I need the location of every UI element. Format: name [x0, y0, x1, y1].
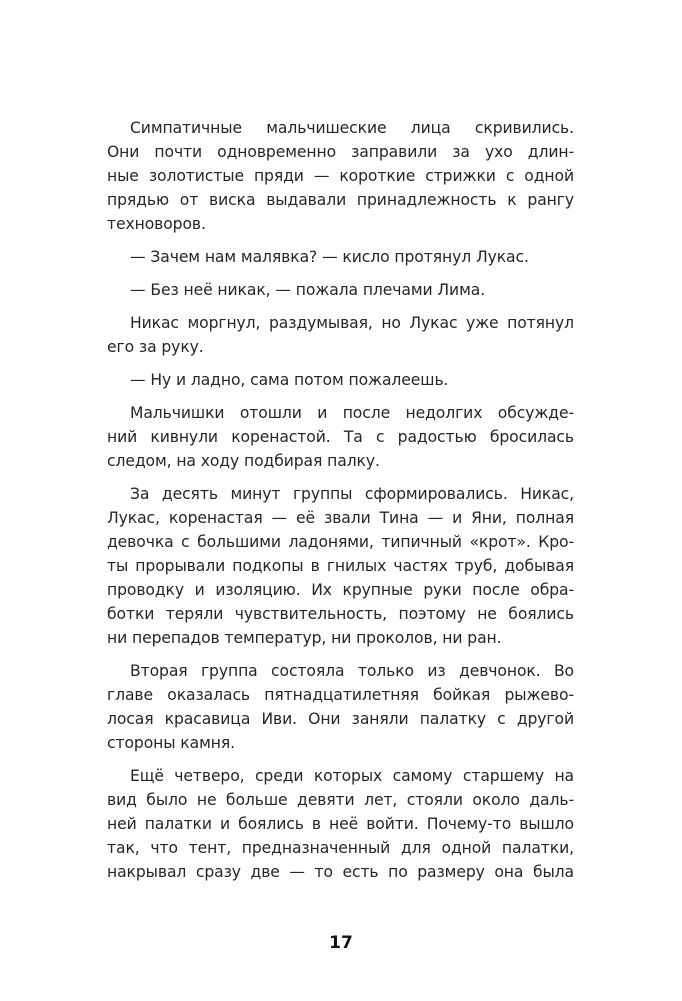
paragraph: [107, 401, 574, 473]
text-line: лосая красавица Иви. Они заняли палатку с другой: [107, 710, 574, 728]
paragraph: [107, 764, 574, 884]
text-line: Ещё четверо, среди которых самому старшему на: [130, 767, 574, 785]
text-line: прядью от виска выдавали принадлежность к рангу: [107, 191, 574, 209]
text-line: девочка с большими ладонями, типичный «крот». Кро-: [107, 533, 574, 551]
paragraph: [107, 368, 574, 392]
book-text: [107, 116, 574, 893]
text-line: — Ну и ладно, сама потом пожалеешь.: [130, 371, 449, 389]
text-line: — Зачем нам малявка? — кисло протянул Лукас.: [130, 248, 529, 266]
text-line: проводку и изоляцию. Их крупные руки после обра-: [107, 581, 574, 599]
text-line: Лукас, коренастая — её звали Тина — и Яни, полная: [107, 509, 574, 527]
paragraph: [107, 311, 574, 359]
text-line: вид было не больше девяти лет, стояли около даль-: [107, 791, 574, 809]
text-line: ные золотистые пряди — короткие стрижки с одной: [107, 167, 574, 185]
text-line: техноворов.: [107, 215, 206, 233]
text-line: Никас моргнул, раздумывая, но Лукас уже потянул: [130, 314, 574, 332]
text-line: ний кивнули коренастой. Та с радостью бросилась: [107, 428, 574, 446]
text-line: следом, на ходу подбирая палку.: [107, 452, 380, 470]
text-line: ней палатки и боялись в неё войти. Почему-то вышло: [107, 815, 574, 833]
page-number: 17: [329, 933, 353, 953]
text-line: ботки теряли чувствительность, поэтому не боялись: [107, 605, 574, 623]
paragraph: [107, 116, 574, 236]
paragraph: [107, 245, 574, 269]
text-line: Они почти одновременно заправили за ухо длин-: [107, 143, 574, 161]
text-line: За десять минут группы сформировались. Никас,: [130, 485, 574, 503]
paragraph: [107, 278, 574, 302]
paragraph: [107, 482, 574, 650]
text-line: Вторая группа состояла только из девчонок. Во: [130, 662, 574, 680]
paragraph: [107, 659, 574, 755]
text-line: ни перепадов температур, ни проколов, ни ран.: [107, 629, 502, 647]
text-line: стороны камня.: [107, 734, 235, 752]
text-line: Мальчишки отошли и после недолгих обсужде-: [130, 404, 574, 422]
text-line: его за руку.: [107, 338, 204, 356]
text-line: ты прорывали подкопы в гнилых частях труб, добывая: [107, 557, 574, 575]
text-line: главе оказалась пятнадцатилетняя бойкая рыжево-: [107, 686, 574, 704]
text-line: так, что тент, предназначенный для одной палатки,: [107, 839, 574, 857]
text-line: накрывал сразу две — то есть по размеру она была: [107, 863, 574, 881]
text-line: — Без неё никак, — пожала плечами Лима.: [130, 281, 486, 299]
text-line: Симпатичные мальчишеские лица скривились.: [130, 119, 574, 137]
